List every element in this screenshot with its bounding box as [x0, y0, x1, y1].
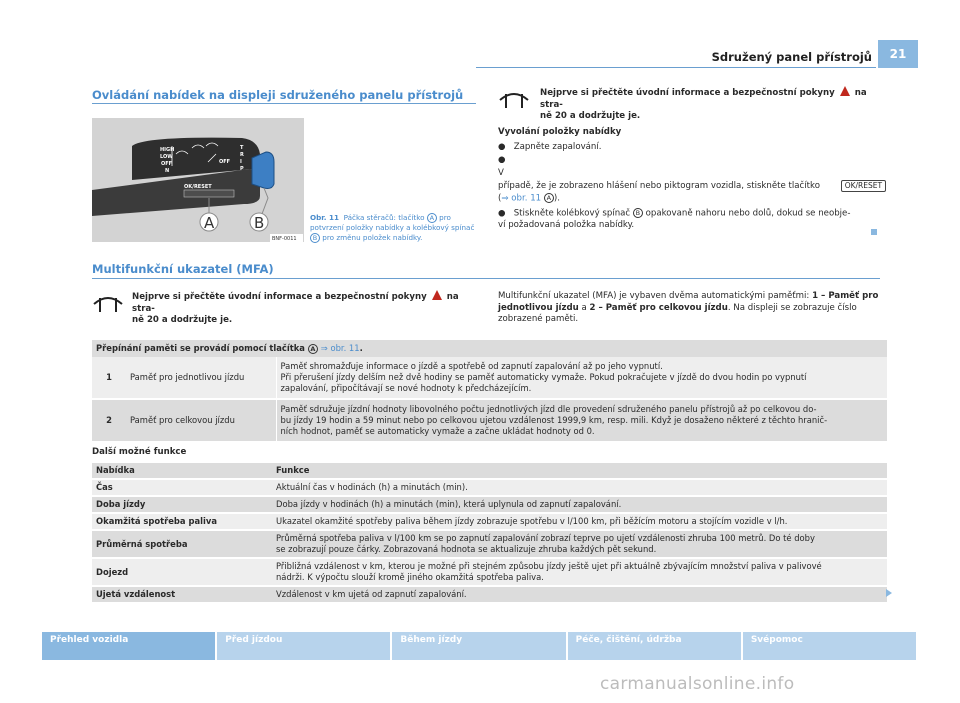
table-row [92, 530, 887, 558]
footer-tab-svepomoc[interactable]: Svépomoc [743, 632, 918, 660]
image-code: BNF-0011 [272, 236, 297, 242]
memory-row-1-line-3: zapalování, připočítávají se nové hodnoty k předcházejícím. [280, 383, 532, 393]
lever-label-p: P [240, 166, 244, 172]
function-name-okamzita: Okamžitá spotřeba paliva [96, 516, 217, 526]
page-number: 21 [878, 40, 918, 68]
functions-table-header [92, 463, 887, 479]
memory-row-1-desc [276, 357, 887, 399]
memory-header-end: . [359, 343, 363, 353]
function-desc-prumerna [272, 530, 887, 558]
caption-prefix: Obr. 11 [310, 213, 340, 222]
function-desc-prumerna-1: Průměrná spotřeba paliva v l/100 km se po zapnutí zapalování zobrazí teprve po ujetí vzdálenosti zhruba 100 metrů. Do té doby [276, 533, 815, 543]
function-desc-prumerna-2: se zobrazují pouze čárky. Zobrazovaná hodnota se aktualizuje zhruba každých pět sekund. [276, 544, 657, 554]
caption-part1: Páčka stěračů: tlačítko [343, 213, 425, 222]
bullet-1-text: Zapněte zapalování. [513, 142, 602, 152]
bullet-3-circle: B [633, 208, 643, 218]
table-row [92, 399, 887, 441]
function-desc-okamzita: Ukazatel okamžité spotřeby paliva během jízdy zobrazuje spotřebu v l/100 km, při běžícím motoru a stojícím vozidle v l/h. [276, 516, 788, 526]
bullet-1 [498, 142, 602, 154]
section-title-mfa: Multifunkční ukazatel (MFA) [92, 262, 274, 276]
memory-row-1-line-2: Při přerušení jízdy delším než dvě hodiny se paměť automaticky vymaže. Pokud pokračujete v jízdě do dvou hodin po vypnutí [280, 372, 807, 382]
footer-nav [42, 632, 918, 660]
mfa-intro-part3: . Na displeji se zobrazuje číslo zobrazené paměti. [498, 302, 857, 324]
lever-label-t: T [240, 145, 244, 151]
function-desc-cas: Aktuální čas v hodinách (h) a minutách (min). [276, 482, 468, 492]
caption-part2: pro potvrzení položky nabídky a kolébkový spínač [310, 213, 475, 232]
memory-header-link[interactable]: ⇒ obr. 11 [320, 343, 360, 353]
mfa-intro-bold1: 1 – Paměť pro jednotlivou jízdu [498, 291, 879, 313]
wiper-lever-illustration [92, 118, 304, 242]
caption-part3: pro změnu položek nabídky. [322, 233, 423, 242]
mfa-warning-part1: Nejprve si přečtěte úvodní informace a bezpečnostní pokyny [132, 292, 427, 302]
function-name-ujeta: Ujetá vzdálenost [96, 589, 176, 599]
book-icon-2 [92, 292, 124, 314]
memory-row-2-line-3: ních hodnot, paměť se automaticky vymaže a začne ukládat hodnoty od 0. [280, 426, 595, 436]
function-name-doba: Doba jízdy [96, 499, 146, 509]
memory-row-2-label: Paměť pro celkovou jízdu [126, 399, 276, 441]
function-name-dojezd: Dojezd [96, 566, 129, 577]
mfa-warning-part3: ně 20 a dodržujte je. [132, 315, 233, 325]
bullet-2-circle: A [544, 193, 554, 203]
functions-heading: Další možné funkce [92, 447, 187, 457]
table-row [92, 586, 887, 602]
mfa-intro-part1: Multifunkční ukazatel (MFA) je vybaven dvěma automatickými paměťmi: [498, 291, 810, 301]
memory-header-circle: A [308, 344, 318, 354]
lever-label-low: LOW [160, 154, 173, 160]
function-name-prumerna: Průměrná spotřeba [96, 538, 188, 549]
footer-tab-prehled[interactable]: Přehled vozidla [42, 632, 217, 660]
bullet-3-part2: opakovaně nahoru nebo dolů, dokud se neobje- [645, 208, 851, 219]
lever-label-r: R [240, 152, 244, 158]
bullet-2-line2 [498, 180, 898, 193]
ok-reset-key: OK/RESET [841, 180, 886, 192]
continue-arrow-icon [886, 589, 892, 597]
mfa-intro-part2: a [581, 302, 587, 313]
table-row [92, 513, 887, 530]
bullet-dot-1: ● [498, 142, 506, 152]
lever-label-high: HIGH [160, 147, 175, 153]
table-row [92, 558, 887, 586]
memory-row-1-num: 1 [106, 372, 112, 382]
function-desc-dojezd [272, 558, 887, 586]
right-warning-part2: na stra- [540, 88, 867, 110]
bullet-3-part1: Stiskněte kolébkový spínač [513, 208, 631, 219]
memory-table-header [92, 340, 887, 357]
lever-label-n: N [165, 168, 170, 174]
mfa-intro [498, 291, 888, 326]
memory-row-2-num: 2 [106, 415, 112, 425]
function-desc-doba: Doba jízdy v hodinách (h) a minutách (min), která uplynula od zapnutí zapalování. [276, 499, 622, 509]
mfa-intro-bold2: 2 – Paměť pro celkovou jízdu [589, 302, 728, 313]
function-desc-ujeta: Vzdálenost v km ujetá od zapnutí zapalování. [276, 589, 467, 599]
section-end-square-icon [871, 229, 877, 235]
caption-circle-a: A [427, 213, 437, 223]
lever-label-off-2: OFF [219, 159, 231, 165]
bullet-2-line3: (⇒ obr. 11 A ). [498, 193, 560, 204]
memory-row-1-label: Paměť pro jednotlivou jízdu [126, 357, 276, 399]
footer-tab-pece[interactable]: Péče, čištění, údržba [568, 632, 743, 660]
bullet-2-dot: ● [498, 155, 506, 165]
section-rule-mfa [92, 278, 880, 279]
footer-tab-behem-jizdy[interactable]: Během jízdy [392, 632, 567, 660]
header-rule [476, 67, 876, 68]
right-warning-part3: ně 20 a dodržujte je. [540, 111, 641, 121]
bullet-2-end: ). [553, 193, 560, 204]
bullet-dot-3: ● [498, 208, 506, 219]
memory-row-2-desc [276, 399, 887, 441]
function-name-cas: Čas [96, 482, 113, 492]
table-row [92, 357, 887, 399]
bullet-3 [498, 208, 898, 232]
bullet-2-text: případě, že je zobrazeno hlášení nebo piktogram vozidla, stiskněte tlačítko [498, 181, 820, 191]
lever-label-off: OFF [161, 161, 173, 167]
table-row [92, 496, 887, 513]
table-row [92, 479, 887, 496]
memory-table [92, 340, 887, 441]
right-warning-part1: Nejprve si přečtěte úvodní informace a bezpečnostní pokyny [540, 88, 835, 98]
callout-b: B [254, 214, 265, 232]
memory-row-2-line-2: bu jízdy 19 hodin a 59 minut nebo po celkovou ujetou vzdálenost 1999,9 km, resp. mili. Když je dosaženo některé z těchto hranič- [280, 415, 828, 425]
functions-col1: Nabídka [96, 465, 135, 475]
bullet-2-link[interactable]: ⇒ obr. 11 [501, 193, 542, 204]
functions-col2: Funkce [276, 465, 310, 475]
memory-row-2-line-1: Paměť sdružuje jízdní hodnoty libovolného počtu jednotlivých jízd dle provedení sdruženého panelu přístrojů až po celkovou do- [280, 404, 817, 414]
footer-tab-pred-jizdou[interactable]: Před jízdou [217, 632, 392, 660]
memory-row-1-line-1: Paměť shromažďuje informace o jízdě a spotřebě od zapnutí zapalování až po jeho vypnutí. [280, 361, 663, 371]
bullet-2-v: V [498, 168, 504, 178]
function-desc-dojezd-1: Přibližná vzdálenost v km, kterou je možné při stejném způsobu jízdy ještě ujet při aktuálně zbývajícím množství paliva v palivové [276, 561, 822, 571]
mfa-warning-part2: na stra- [132, 292, 459, 314]
wiper-lever-drawing [92, 118, 304, 242]
functions-table [92, 463, 887, 602]
memory-header-text: Přepínání paměti se provádí pomocí tlačítka [96, 343, 305, 353]
watermark: carmanualsonline.info [600, 674, 795, 694]
section-title-menu-control: Ovládání nabídek na displeji sdruženého panelu přístrojů [92, 88, 464, 102]
warning-triangle-icon-2 [432, 290, 442, 300]
lever-label-i: I [240, 159, 242, 165]
section-rule-menu-control [92, 103, 476, 104]
lever-label-ok-reset: OK/RESET [184, 184, 212, 190]
caption-circle-b: B [310, 233, 320, 243]
figure-caption [310, 213, 478, 243]
header-title: Sdružený panel přístrojů [711, 50, 872, 64]
function-desc-dojezd-2: nádrži. K výpočtu slouží kromě jiného okamžitá spotřeba paliva. [276, 572, 544, 582]
book-icon [498, 88, 530, 110]
bullet-3-line2: ví požadovaná položka nabídky. [498, 220, 635, 230]
subheading-calling-menu: Vyvolání položky nabídky [498, 127, 622, 137]
warning-triangle-icon [840, 86, 850, 96]
callout-a: A [204, 214, 215, 232]
